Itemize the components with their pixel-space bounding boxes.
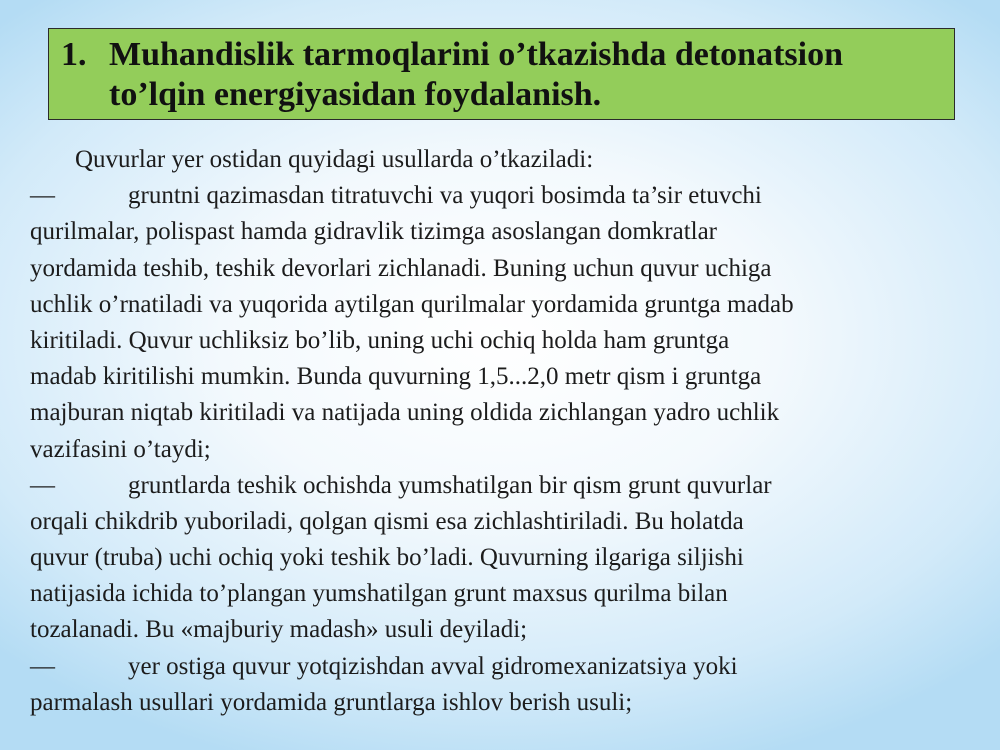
item-1-dash: — <box>30 182 55 210</box>
item-2-line: tozalanadi. Bu «majburiy madash» usuli deyiladi; <box>30 616 528 644</box>
title-number: 1. <box>61 36 87 73</box>
intro-line: Quvurlar yer ostidan quyidagi usullarda o’tkaziladi: <box>75 146 594 173</box>
item-1-first-line <box>30 178 985 214</box>
item-2-first-line <box>30 468 985 504</box>
item-3-line: parmalash usullari yordamida gruntlarga ishlov berish usuli; <box>30 688 633 716</box>
body-text <box>30 142 985 721</box>
item-1-line: yordamida teshib, teshik devorlari zichlanadi. Buning uchun quvur uchiga <box>30 254 772 282</box>
item-2-dash: — <box>30 471 55 499</box>
item-3-dash: — <box>30 652 55 680</box>
item-2-line: orqali chikdrib yuboriladi, qolgan qismi esa zichlashtiriladi. Bu holatda <box>30 507 744 535</box>
item-3-first-line <box>30 649 985 685</box>
item-1-line: kiritiladi. Quvur uchliksiz bo’lib, uning uchi ochiq holda ham gruntga <box>30 326 730 354</box>
item-2-line: quvur (truba) uchi ochiq yoki teshik bo’ladi. Quvurning ilgariga siljishi <box>30 544 744 572</box>
item-1-line: majburan niqtab kiritiladi va natijada uning oldida zichlangan yadro uchlik <box>30 399 780 427</box>
item-2-first-text: gruntlarda teshik ochishda yumshatilgan bir qism grunt quvurlar <box>128 471 772 499</box>
item-1-line: qurilmalar, polispast hamda gidravlik tizimga asoslangan domkratlar <box>30 218 718 246</box>
item-1-first-text: gruntni qazimasdan titratuvchi va yuqori bosimda ta’sir etuvchi <box>128 182 762 210</box>
item-3-first-text: yer ostiga quvur yotqizishdan avval gidromexanizatsiya yoki <box>128 652 738 680</box>
item-1-line: vazifasini o’taydi; <box>30 435 211 463</box>
item-1-line: madab kiritilishi mumkin. Bunda quvurning 1,5...2,0 metr qism i gruntga <box>30 363 762 391</box>
slide-title-box <box>48 28 955 120</box>
slide-title <box>61 35 944 115</box>
item-1-line: uchlik o’rnatiladi va yuqorida aytilgan qurilmalar yordamida gruntga madab <box>30 290 794 318</box>
title-text: Muhandislik tarmoqlarini o’tkazishda detonatsion to’lqin energiyasidan foydalanish. <box>109 36 843 113</box>
item-2-line: natijasida ichida to’plangan yumshatilgan grunt maxsus qurilma bilan <box>30 580 728 608</box>
